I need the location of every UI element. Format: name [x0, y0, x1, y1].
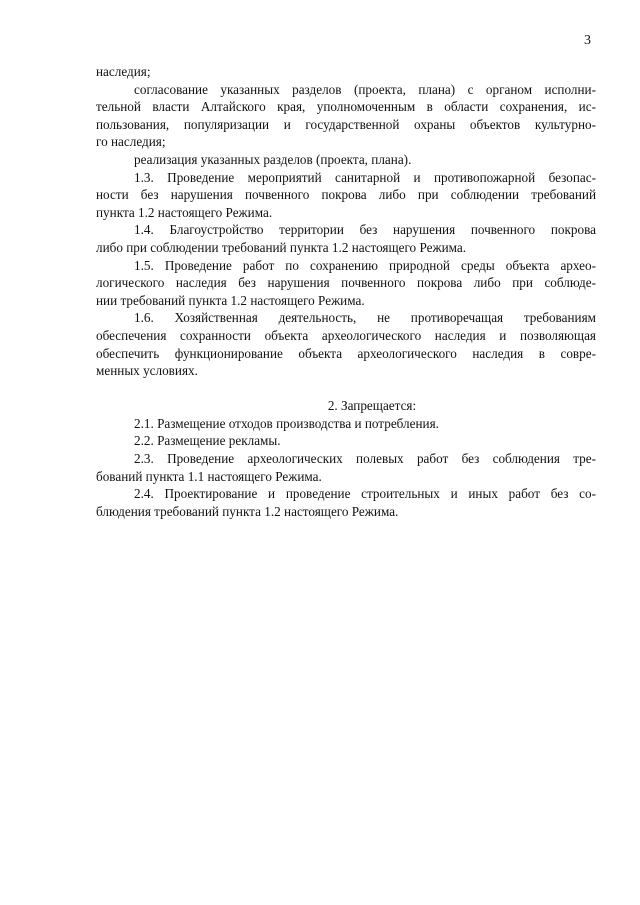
text-line: 2.2. Размещение рекламы. — [134, 433, 281, 449]
text-line: 1.4. Благоустройство территории без нарушения почвенного покрова — [134, 222, 596, 238]
text-line: нии требований пункта 1.2 настоящего Режима. — [96, 292, 365, 308]
text-line: менных условиях. — [96, 363, 198, 379]
text-line: бований пункта 1.1 настоящего Режима. — [96, 468, 322, 484]
text-line: наследия; — [96, 64, 151, 79]
section-1-continuation — [96, 63, 596, 380]
text-line: 1.5. Проведение работ по сохранению природной среды объекта архео- — [134, 257, 596, 273]
text-line: 2.1. Размещение отходов производства и потребления. — [134, 415, 439, 431]
section-gap — [96, 380, 596, 398]
text-line: 2.3. Проведение археологических полевых работ без соблюдения тре- — [134, 451, 596, 467]
text-line: ности без нарушения почвенного покрова либо при соблюдении требований — [96, 187, 596, 203]
text-line: обеспечения сохранности объекта археологического наследия и позволяющая — [96, 327, 596, 343]
text-line: 1.6. Хозяйственная деятельность, не противоречащая требованиям — [134, 310, 596, 326]
text-line: согласование указанных разделов (проекта, плана) с органом исполни- — [134, 81, 596, 97]
text-line: обеспечить функционирование объекта археологического наследия в совре- — [96, 345, 596, 361]
text-line: го наследия; — [96, 134, 166, 150]
text-line: либо при соблюдении требований пункта 1.2 настоящего Режима. — [96, 239, 467, 255]
section-2-heading: 2. Запрещается: — [327, 398, 417, 414]
text-line: пользования, популяризации и государственной охраны объектов культурно- — [96, 116, 596, 132]
text-line: тельной власти Алтайского края, уполномоченным в области сохранения, ис- — [96, 99, 596, 115]
text-line: логического наследия без нарушения почвенного покрова либо при соблюде- — [96, 275, 596, 291]
document-body — [96, 63, 596, 520]
text-line: 1.3. Проведение мероприятий санитарной и противопожарной безопас- — [134, 169, 596, 185]
text-line: пункта 1.2 настоящего Режима. — [96, 204, 273, 220]
page-number: 3 — [584, 33, 591, 48]
text-line: 2.4. Проектирование и проведение строительных и иных работ без со- — [134, 486, 596, 502]
text-line: реализация указанных разделов (проекта, плана). — [134, 151, 412, 167]
section-2-list — [96, 415, 596, 521]
text-line: блюдения требований пункта 1.2 настоящего Режима. — [96, 503, 399, 519]
